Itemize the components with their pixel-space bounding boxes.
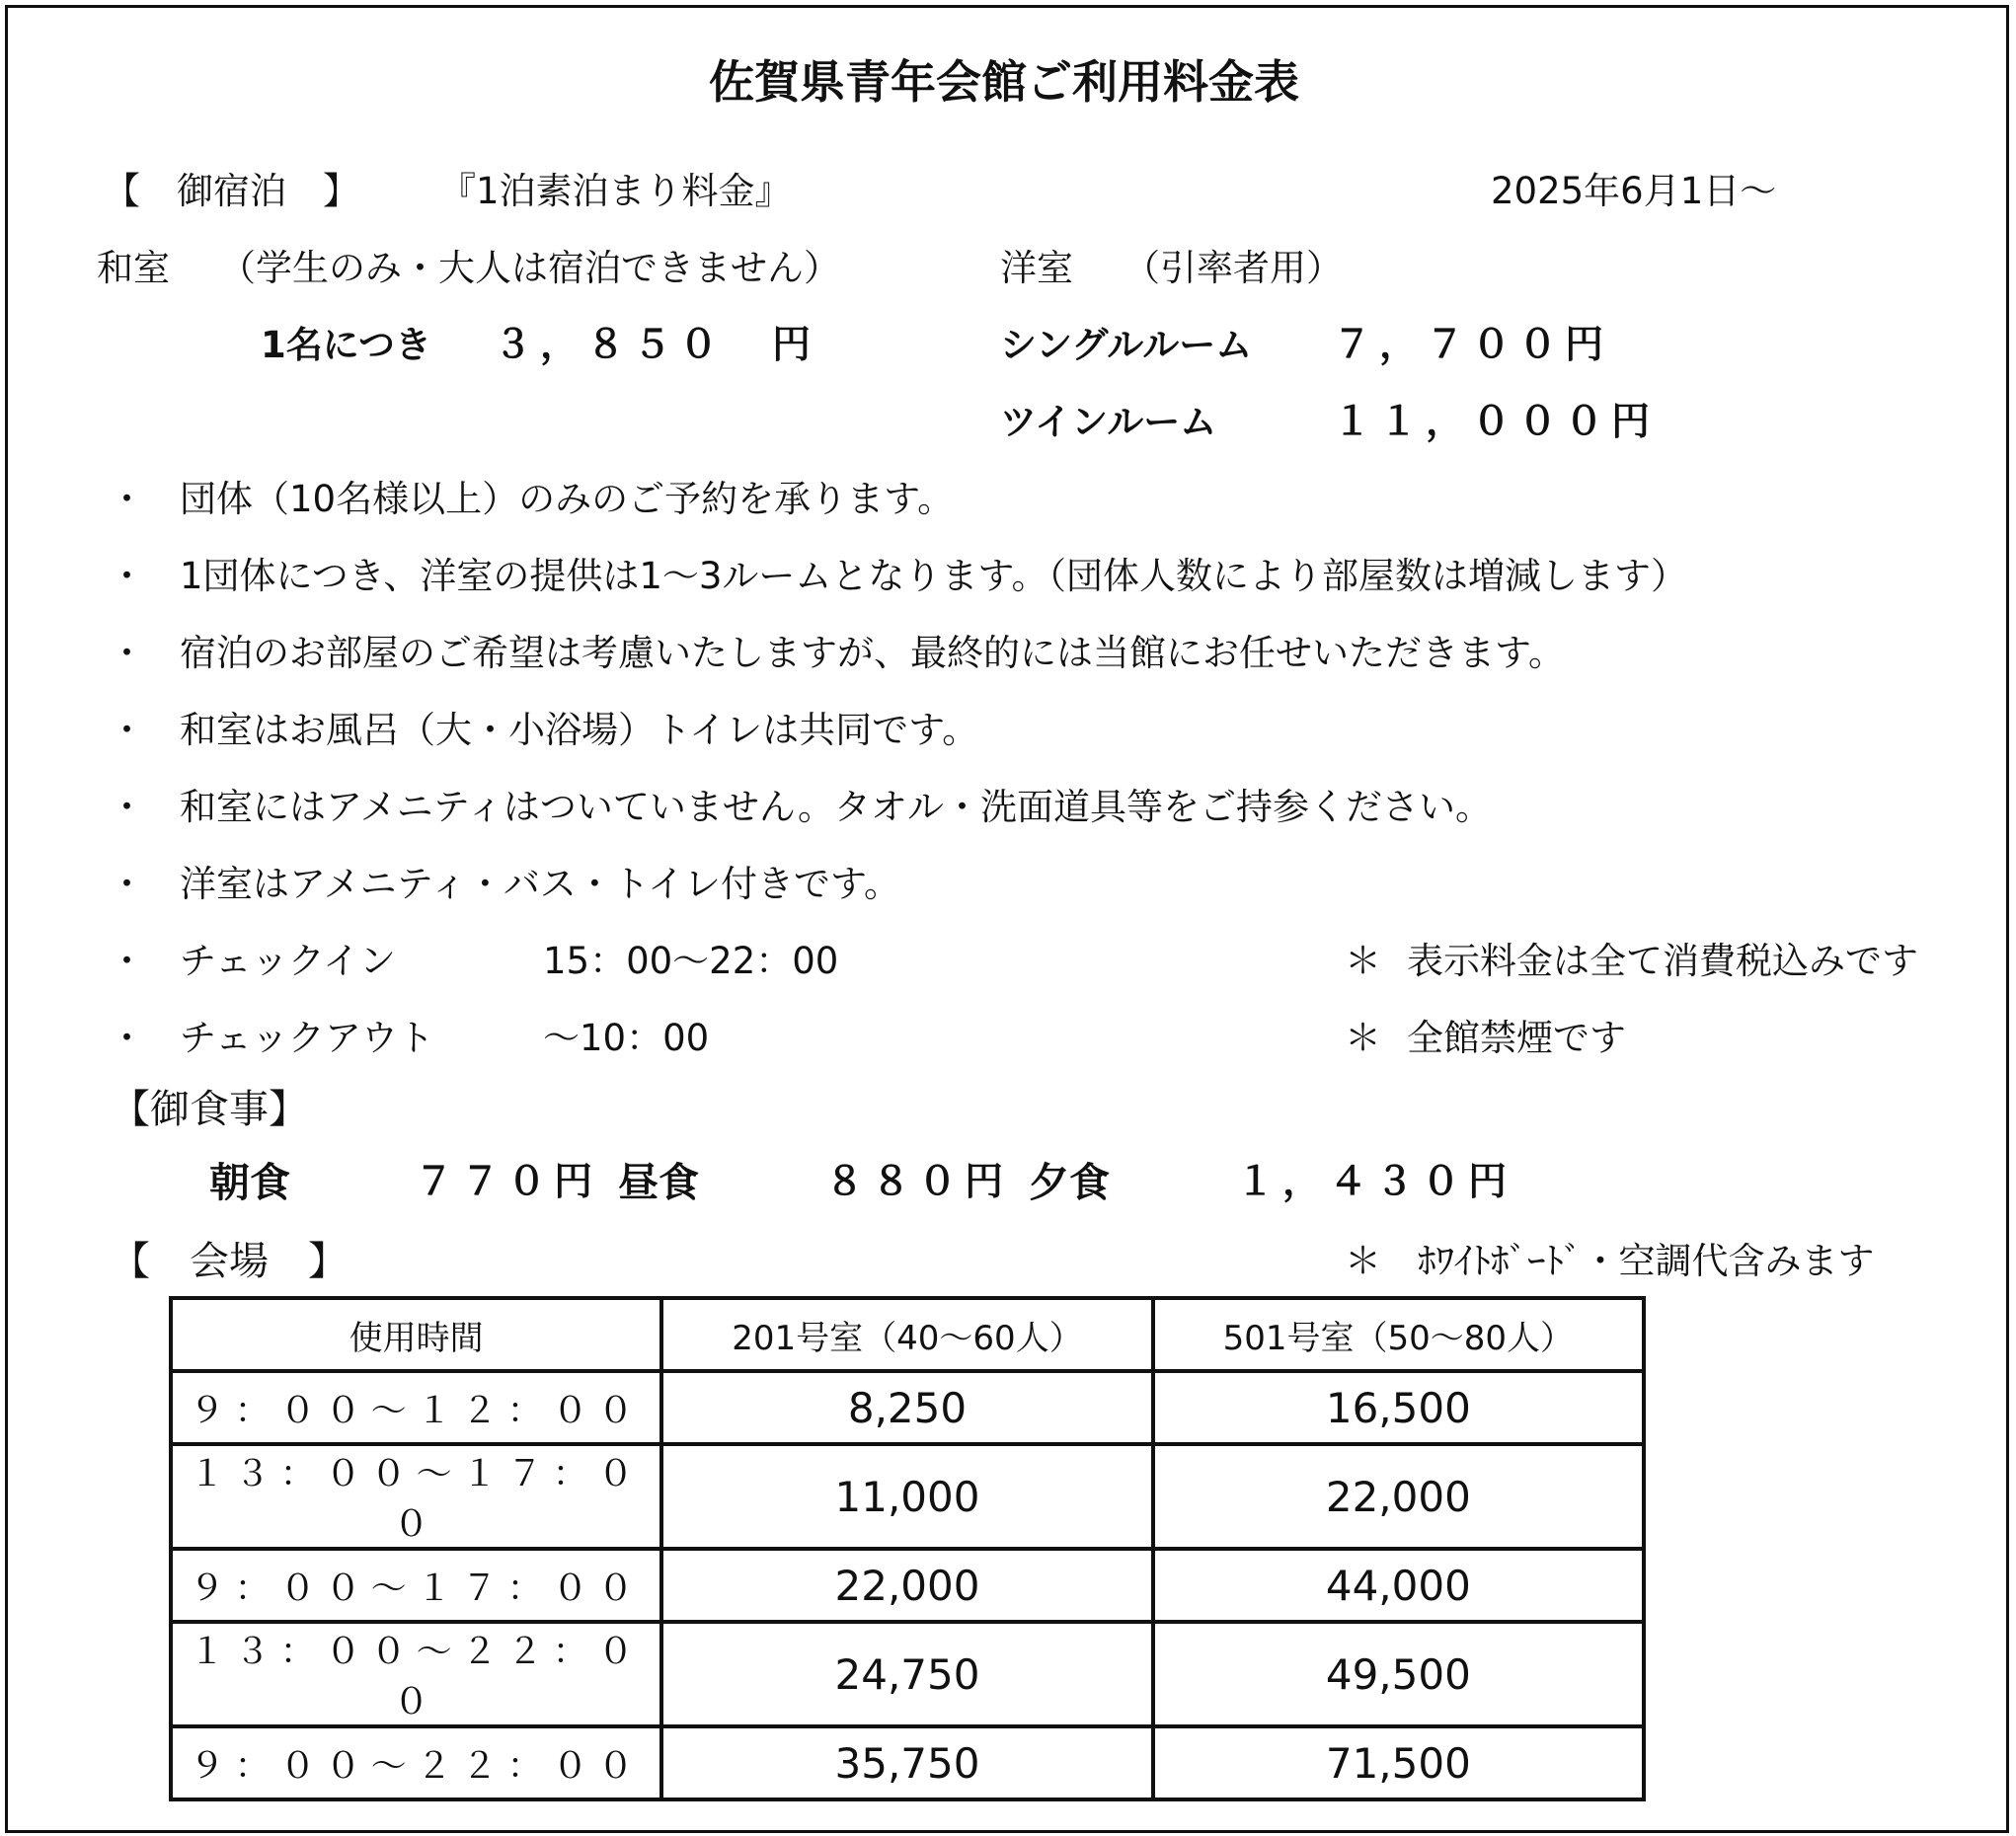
note-item: 1団体につき、洋室の提供は1～3ルームとなります。（団体人数により部屋数は増減します） bbox=[180, 555, 1687, 597]
note-bullet: ・ bbox=[109, 632, 145, 674]
note-bullet: ・ bbox=[109, 863, 145, 905]
note-bullet: ・ bbox=[109, 940, 145, 982]
lodging-heading: 【 御宿泊 】 bbox=[104, 170, 359, 212]
table-row bbox=[171, 1549, 1644, 1622]
japanese-room-label: 和室 bbox=[97, 247, 170, 289]
note-bullet: ・ bbox=[109, 555, 145, 597]
twin-room-label: ツインルーム bbox=[1000, 401, 1217, 443]
lodging-subheading: 『1泊素泊まり料金』 bbox=[439, 170, 792, 212]
venue-note: ＊ ﾎﾜｲﾄﾎﾞｰﾄﾞ・空調代含みます bbox=[1345, 1240, 1875, 1282]
western-room-note: （引率者用） bbox=[1124, 247, 1343, 289]
note-item: 和室にはアメニティはついていません。タオル・洗面道具等をご持参ください。 bbox=[180, 786, 1493, 828]
header-room-201: 201号室（40～60人） bbox=[661, 1298, 1152, 1371]
room-501-price-cell: 22,000 bbox=[1153, 1444, 1644, 1549]
table-row bbox=[171, 1371, 1644, 1444]
western-room-label: 洋室 bbox=[1000, 247, 1073, 289]
note-bullet: ・ bbox=[109, 478, 145, 520]
twin-room-price: １１，０００円 bbox=[1333, 400, 1659, 444]
japanese-room-note: （学生のみ・大人は宿泊できません） bbox=[219, 247, 840, 289]
table-row bbox=[171, 1622, 1644, 1726]
note-item: 宿泊のお部屋のご希望は考慮いたしますが、最終的には当館にお任せいただきます。 bbox=[180, 632, 1566, 674]
single-room-price: ７，７００円 bbox=[1333, 323, 1612, 367]
room-501-price-cell: 44,000 bbox=[1153, 1549, 1644, 1622]
smoking-note: 全館禁煙です bbox=[1407, 1017, 1626, 1059]
venue-price-table bbox=[169, 1296, 1646, 1801]
header-room-501: 501号室（50～80人） bbox=[1153, 1298, 1644, 1371]
room-201-price-cell: 8,250 bbox=[661, 1371, 1152, 1444]
lunch-price: ８８０円 bbox=[825, 1160, 1012, 1204]
japanese-room-price: ３，８５０ 円 bbox=[494, 323, 819, 367]
dinner-price: １，４３０円 bbox=[1236, 1160, 1515, 1204]
room-201-price-cell: 24,750 bbox=[661, 1622, 1152, 1726]
asterisk-mark: ＊ bbox=[1345, 1017, 1381, 1059]
effective-date: 2025年6月1日～ bbox=[1491, 170, 1777, 212]
usage-time-cell: ９：００～１７：００ bbox=[171, 1549, 661, 1622]
room-201-price-cell: 35,750 bbox=[661, 1726, 1152, 1799]
note-item: 和室はお風呂（大・小浴場）トイレは共同です。 bbox=[180, 709, 979, 751]
checkout-time: ～10：00 bbox=[543, 1017, 710, 1059]
single-room-label: シングルルーム bbox=[1000, 324, 1253, 366]
checkin-time: 15：00～22：00 bbox=[543, 940, 839, 982]
asterisk-mark: ＊ bbox=[1345, 940, 1381, 982]
room-501-price-cell: 49,500 bbox=[1153, 1622, 1644, 1726]
usage-time-cell: ９：００～２２：００ bbox=[171, 1726, 661, 1799]
room-201-price-cell: 22,000 bbox=[661, 1549, 1152, 1622]
room-501-price-cell: 16,500 bbox=[1153, 1371, 1644, 1444]
note-bullet: ・ bbox=[109, 709, 145, 751]
breakfast-price: ７７０円 bbox=[415, 1160, 601, 1204]
room-201-price-cell: 11,000 bbox=[661, 1444, 1152, 1549]
tax-note: 表示料金は全て消費税込みです bbox=[1407, 940, 1918, 982]
breakfast-label: 朝食 bbox=[209, 1159, 290, 1206]
table-header-row bbox=[171, 1298, 1644, 1371]
japanese-room-price-label: 1名につき bbox=[261, 324, 432, 366]
meals-heading: 【御食事】 bbox=[111, 1087, 308, 1132]
table-row bbox=[171, 1444, 1644, 1549]
note-bullet: ・ bbox=[109, 786, 145, 828]
note-bullet: ・ bbox=[109, 1017, 145, 1059]
note-item: 団体（10名様以上）のみのご予約を承ります。 bbox=[180, 478, 955, 520]
lunch-label: 昼食 bbox=[618, 1159, 699, 1206]
checkout-label: チェックアウト bbox=[180, 1017, 434, 1059]
table-row bbox=[171, 1726, 1644, 1799]
usage-time-cell: １３：００～１７：００ bbox=[171, 1444, 661, 1549]
page-title: 佐賀県青年会館ご利用料金表 bbox=[709, 55, 1299, 109]
room-501-price-cell: 71,500 bbox=[1153, 1726, 1644, 1799]
header-usage-time: 使用時間 bbox=[171, 1298, 661, 1371]
usage-time-cell: ９：００～１２：００ bbox=[171, 1371, 661, 1444]
usage-time-cell: １３：００～２２：００ bbox=[171, 1622, 661, 1726]
note-item: 洋室はアメニティ・バス・トイレ付きです。 bbox=[180, 863, 901, 905]
dinner-label: 夕食 bbox=[1029, 1159, 1110, 1206]
venue-heading: 【 会場 】 bbox=[111, 1239, 348, 1284]
checkin-label: チェックイン bbox=[180, 940, 397, 982]
